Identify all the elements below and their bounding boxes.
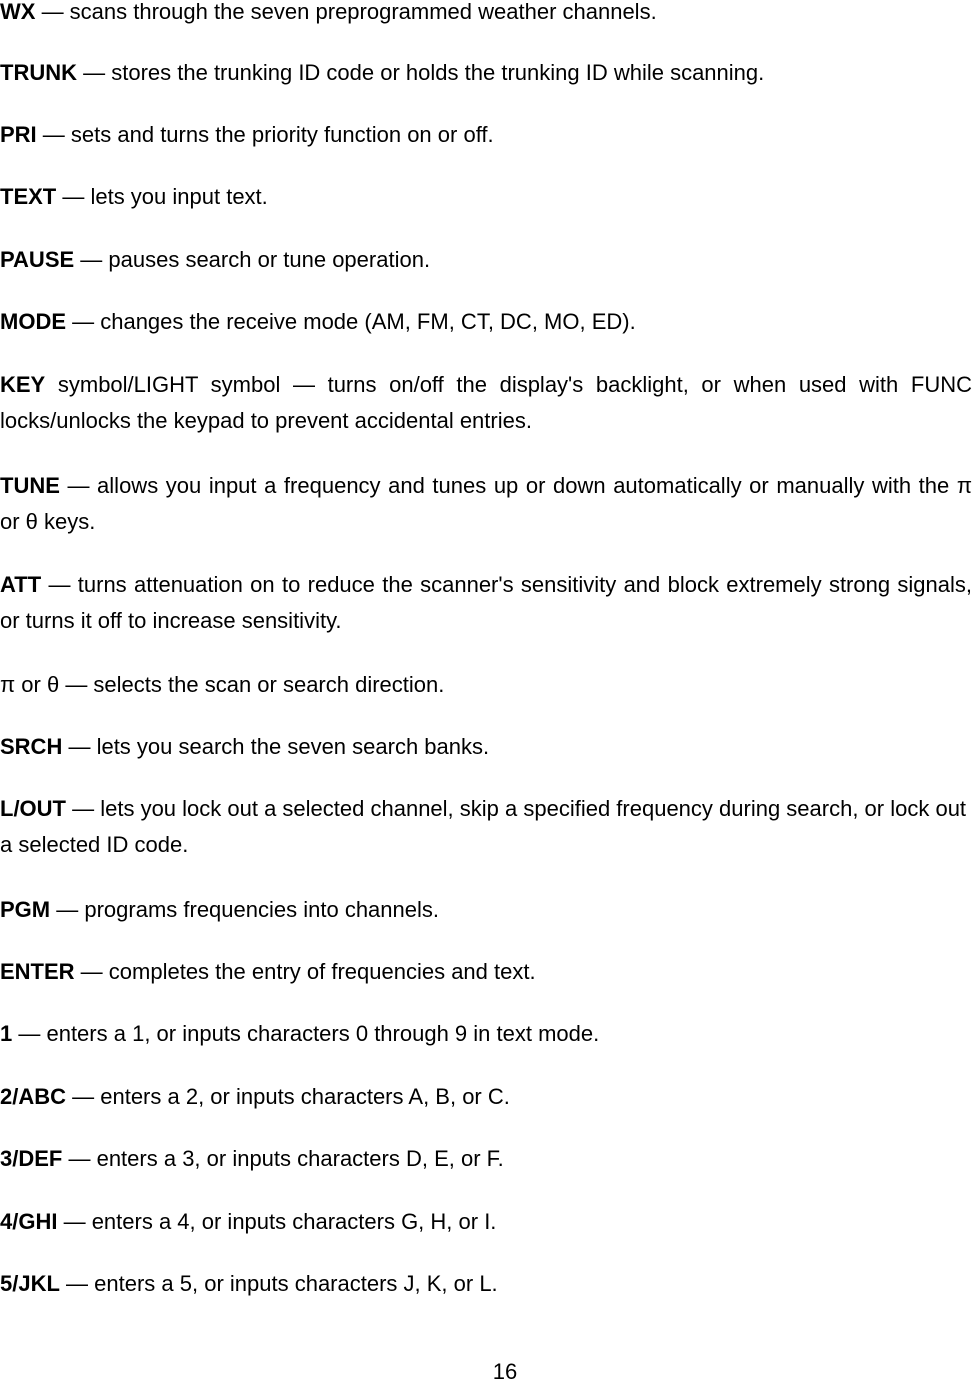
definition-mode [0,304,972,340]
description: — changes the receive mode (AM, FM, CT, DC, MO, ED). [66,309,636,334]
term: 3/DEF [0,1146,63,1171]
term: PRI [0,122,37,147]
definition-srch [0,729,972,765]
description: — lets you input text. [56,184,268,209]
term: MODE [0,309,66,334]
term: WX [0,0,36,24]
description: — sets and turns the priority function on or off. [36,122,494,147]
definition-5jkl [0,1266,972,1302]
definition-key [0,367,972,439]
description: — stores the trunking ID code or holds the trunking ID while scanning. [77,60,765,85]
term: SRCH [0,734,63,759]
term: TRUNK [0,60,77,85]
definition-direction-keys [0,667,972,703]
definition-att [0,567,972,639]
description: symbol/LIGHT symbol — turns on/off the display's backlight, or when used with FUNC locks/unlocks the keypad to prevent accidental entries. [0,372,972,433]
term: TEXT [0,184,57,209]
definition-trunk [0,55,972,91]
description: — turns attenuation on to reduce the scanner's sensitivity and block extremely strong signals, or turns it off to increase sensitivity. [0,572,972,633]
definition-3def [0,1141,972,1177]
description: — completes the entry of frequencies and text. [74,959,536,984]
term: 5/JKL [0,1271,60,1296]
definition-pri [0,117,972,153]
definition-2abc [0,1079,972,1115]
definition-text [0,179,972,215]
description: — enters a 4, or inputs characters G, H, or I. [57,1209,497,1234]
description: — enters a 1, or inputs characters 0 through 9 in text mode. [12,1021,600,1046]
term: ENTER [0,959,75,984]
description: — lets you search the seven search banks. [62,734,490,759]
definition-wx [0,0,972,30]
term: KEY [0,372,46,397]
description: — enters a 2, or inputs characters A, B, or C. [66,1084,510,1109]
term: 4/GHI [0,1209,58,1234]
term: TUNE [0,473,60,498]
definition-enter [0,954,972,990]
term: L/OUT [0,796,66,821]
term: 1 [0,1021,13,1046]
description: π or θ — selects the scan or search direction. [0,672,445,697]
definition-4ghi [0,1204,972,1240]
description: — programs frequencies into channels. [50,897,439,922]
description: — lets you lock out a selected channel, skip a specified frequency during search, or lock out a selected ID code. [0,796,967,857]
term: 2/ABC [0,1084,67,1109]
description: — enters a 3, or inputs characters D, E, or F. [62,1146,504,1171]
term: ATT [0,572,42,597]
description: — scans through the seven preprogrammed weather channels. [35,0,657,24]
description: — pauses search or tune operation. [74,247,431,272]
description: — allows you input a frequency and tunes up or down automatically or manually with the π or θ keys. [0,473,972,534]
term: PAUSE [0,247,75,272]
definition-pgm [0,892,972,928]
page-number: 16 [492,1359,518,1384]
definition-tune [0,468,972,540]
definition-1 [0,1016,972,1052]
term: PGM [0,897,51,922]
definition-pause [0,242,972,278]
description: — enters a 5, or inputs characters J, K, or L. [59,1271,498,1296]
definition-lout [0,791,972,863]
